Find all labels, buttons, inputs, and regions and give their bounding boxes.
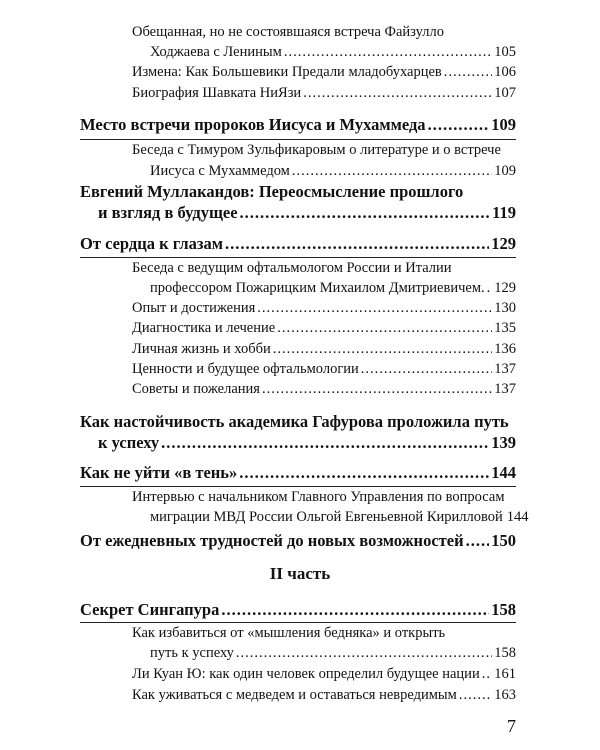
toc-entry-text: Интервью с начальником Главного Управления по вопросам bbox=[132, 489, 505, 505]
toc-entry-text: Опыт и достижения bbox=[132, 300, 256, 316]
dot-leader bbox=[428, 115, 490, 135]
toc-page-number: 107 bbox=[494, 85, 516, 101]
toc-chapter-title: к успеху bbox=[98, 433, 160, 452]
toc-page-number: 137 bbox=[494, 381, 516, 397]
dot-leader bbox=[262, 381, 492, 398]
toc-chapter-title: Как не уйти «в тень» bbox=[80, 463, 238, 482]
toc-page-number: 129 bbox=[494, 280, 516, 296]
toc-page-number: 137 bbox=[494, 361, 516, 377]
toc-entry-text: Биография Шавката НиЯзи bbox=[132, 85, 302, 101]
toc-page-number: 150 bbox=[491, 531, 516, 550]
dot-leader bbox=[444, 64, 492, 81]
toc-page-number: 158 bbox=[494, 645, 516, 661]
dot-leader bbox=[292, 163, 492, 180]
toc-entry-text: миграции МВД России Ольгой Евгеньевной Кирилловой bbox=[150, 509, 503, 525]
dot-leader bbox=[239, 463, 489, 483]
dot-leader bbox=[221, 600, 489, 620]
toc-chapter-title: Место встречи пророков Иисуса и Мухаммеда bbox=[80, 115, 426, 134]
divider bbox=[80, 486, 516, 487]
dot-leader bbox=[284, 44, 492, 61]
toc-page-number: 135 bbox=[494, 320, 516, 336]
toc-entry-text: профессором Пожарицким Михаилом Дмитриевичем. bbox=[150, 280, 485, 296]
toc-entry-text: Диагностика и лечение bbox=[132, 320, 276, 336]
dot-leader bbox=[487, 280, 493, 297]
dot-leader bbox=[257, 300, 492, 317]
dot-leader bbox=[482, 666, 493, 683]
toc-chapter-title: и взгляд в будущее bbox=[98, 203, 238, 222]
toc-chapter-title: Секрет Сингапура bbox=[80, 600, 220, 619]
toc-page-number: 105 bbox=[494, 44, 516, 60]
toc-chapter-title: Как настойчивость академика Гафурова проложила путь bbox=[80, 412, 509, 431]
page-number: 7 bbox=[507, 716, 516, 736]
toc-entry-text: Беседа с Тимуром Зульфикаровым о литературе и о встрече bbox=[132, 142, 501, 158]
dot-leader bbox=[277, 320, 492, 337]
toc-page-number: 144 bbox=[491, 463, 516, 482]
toc-entry-text: Иисуса с Мухаммедом bbox=[150, 163, 290, 179]
toc-entry-text: Личная жизнь и хобби bbox=[132, 341, 271, 357]
dot-leader bbox=[240, 203, 491, 223]
toc-entry-text: Беседа с ведущим офтальмологом России и Италии bbox=[132, 260, 452, 276]
toc-entry-text: Ходжаева с Лениным bbox=[150, 44, 282, 60]
toc-page-number: 109 bbox=[494, 163, 516, 179]
dot-leader bbox=[361, 361, 492, 378]
toc-entry-text: путь к успеху bbox=[150, 645, 234, 661]
divider bbox=[80, 257, 516, 258]
toc-page-number: 109 bbox=[491, 115, 516, 134]
toc-page-number: 144 bbox=[506, 509, 529, 525]
dot-leader bbox=[303, 85, 492, 102]
toc-entry-text: Измена: Как Большевики Предали младобухарцев bbox=[132, 64, 442, 80]
toc-entry-text: Как избавиться от «мышления бедняка» и открыть bbox=[132, 625, 446, 641]
toc-entry-text: Обещанная, но не состоявшаяся встреча Файзулло bbox=[132, 24, 444, 40]
toc-entry-text: Как уживаться с медведем и оставаться невредимым bbox=[132, 687, 457, 703]
divider bbox=[80, 622, 516, 623]
toc-chapter-title: От ежедневных трудностей до новых возможностей bbox=[80, 531, 464, 550]
dot-leader bbox=[459, 687, 492, 704]
toc-entry-text: Ли Куан Ю: как один человек определил будущее нации bbox=[132, 666, 480, 682]
toc-page-number: 136 bbox=[494, 341, 516, 357]
toc-page-number: 119 bbox=[492, 203, 516, 222]
toc-chapter-title: Евгений Муллакандов: Переосмысление прошлого bbox=[80, 182, 464, 201]
toc-page-number: 130 bbox=[494, 300, 516, 316]
toc-page-number: 163 bbox=[494, 687, 516, 703]
toc-chapter-title: От сердца к глазам bbox=[80, 234, 224, 253]
toc-entry-text: Ценности и будущее офтальмологии bbox=[132, 361, 359, 377]
dot-leader bbox=[236, 645, 492, 662]
part-heading: II часть bbox=[269, 564, 331, 583]
dot-leader bbox=[273, 341, 493, 358]
dot-leader bbox=[466, 531, 490, 551]
toc-page-number: 158 bbox=[491, 600, 516, 619]
divider bbox=[80, 139, 516, 140]
toc-page-number: 106 bbox=[494, 64, 516, 80]
toc-page-number: 129 bbox=[491, 234, 516, 253]
toc-page-number: 161 bbox=[494, 666, 516, 682]
dot-leader bbox=[161, 433, 489, 453]
toc-page-number: 139 bbox=[491, 433, 516, 452]
dot-leader bbox=[225, 234, 489, 254]
toc-entry-text: Советы и пожелания bbox=[132, 381, 260, 397]
